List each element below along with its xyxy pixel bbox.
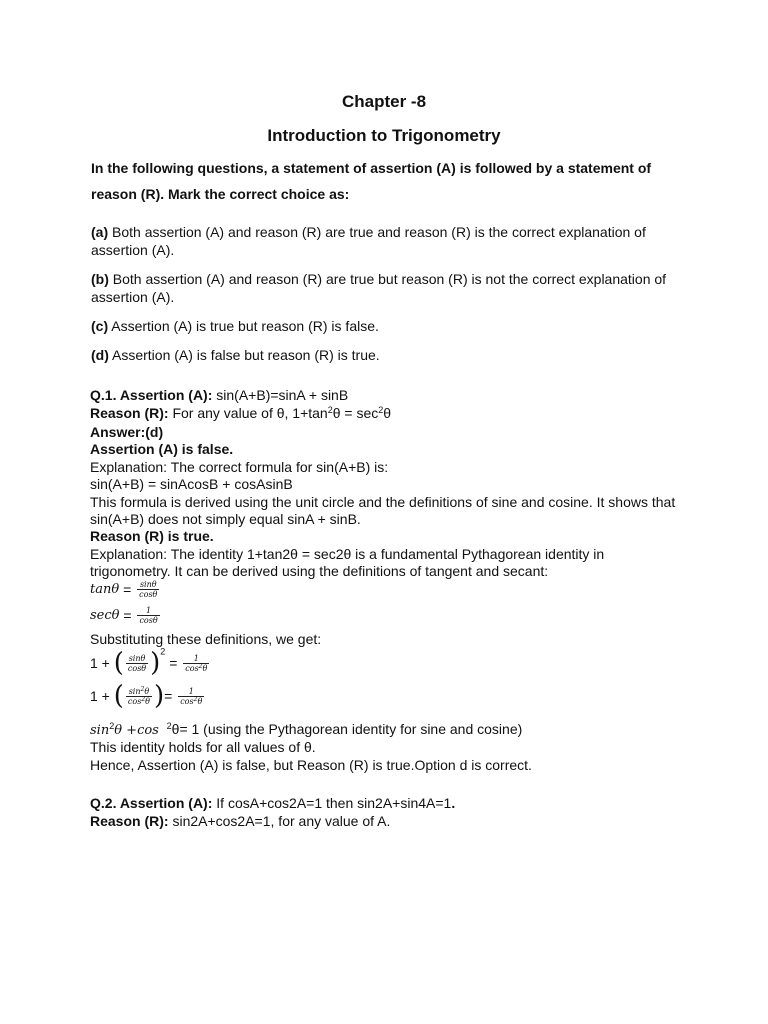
chapter-title: Introduction to Trigonometry xyxy=(267,126,501,145)
superscript: 2 xyxy=(378,405,384,415)
math-text: cos xyxy=(185,663,199,673)
superscript: 2 xyxy=(140,685,145,693)
fraction-numerator: sinθ xyxy=(126,654,148,664)
fraction-denominator xyxy=(126,697,152,706)
q1-answer: Answer:(d) xyxy=(90,424,164,440)
tan-definition xyxy=(90,580,161,599)
q1-identity-holds: This identity holds for all values of θ. xyxy=(90,739,316,755)
option-c xyxy=(91,317,671,335)
q2-assertion-label: Q.2. Assertion (A): xyxy=(90,795,213,811)
math-text: cos xyxy=(180,696,194,706)
q1-assertion-label: Q.1. Assertion (A): xyxy=(90,387,213,403)
q1-reason-verdict: Reason (R) is true. xyxy=(90,528,214,544)
pythagorean-identity xyxy=(90,721,680,739)
right-parenthesis: ) xyxy=(153,681,165,711)
fraction-denominator: cosθ xyxy=(139,590,158,599)
fraction xyxy=(137,606,159,625)
q2-reason-text: sin2A+cos2A=1, for any value of A. xyxy=(168,813,391,829)
fraction xyxy=(137,580,159,599)
q1-assertion xyxy=(90,387,680,404)
equals-sign: = xyxy=(164,688,173,704)
equation-step-2 xyxy=(90,683,206,709)
superscript: 2 xyxy=(160,646,166,657)
left-parenthesis: ( xyxy=(113,681,124,711)
math-text: 1 + xyxy=(90,655,110,671)
q1-conclusion: Hence, Assertion (A) is false, but Reason (R) is true.Option d is correct. xyxy=(90,757,532,773)
q1-assertion-text: sin(A+B)=sinA + sinB xyxy=(212,387,349,403)
math-text: θ +cos xyxy=(114,723,159,738)
math-text: secθ xyxy=(90,608,120,623)
superscript: 2 xyxy=(327,405,333,415)
q2-reason xyxy=(90,813,680,830)
q2-assertion-text: If cosA+cos2A=1 then sin2A+sin4A=1 xyxy=(212,795,452,811)
math-text: θ xyxy=(197,696,203,706)
q1-substituting: Substituting these definitions, we get: xyxy=(90,631,322,647)
fraction-numerator: 1 xyxy=(137,606,159,616)
math-text: cos xyxy=(127,696,142,706)
fraction-denominator: cosθ xyxy=(127,663,147,673)
q2-assertion-dot: . xyxy=(451,795,456,811)
q2-reason-label: Reason (R): xyxy=(90,813,169,829)
math-text: θ= 1 (using the Pythagorean identity for sine and cosine) xyxy=(171,721,523,737)
option-key: (b) xyxy=(91,271,109,287)
option-d xyxy=(91,346,671,364)
superscript: 2 xyxy=(141,695,146,703)
fraction-numerator: sinθ xyxy=(137,580,159,590)
option-key: (a) xyxy=(91,224,109,240)
fraction-denominator xyxy=(178,697,204,706)
equals-sign: = xyxy=(123,581,132,598)
fraction-denominator: cosθ xyxy=(139,616,158,625)
q2-assertion xyxy=(90,795,680,812)
q1-explanation-2: This formula is derived using the unit circle and the definitions of sine and cosine. It shows that sin(A+B) does not simply equal sinA + sinB. xyxy=(90,494,676,527)
option-text: Assertion (A) is true but reason (R) is false. xyxy=(108,318,379,334)
math-text: θ xyxy=(202,663,208,673)
q1-reason-text: θ xyxy=(383,405,392,421)
equals-sign: = xyxy=(123,607,132,624)
math-text: θ xyxy=(144,686,150,696)
sec-definition xyxy=(90,606,162,625)
fraction-numerator: 1 xyxy=(183,654,209,664)
fraction xyxy=(183,654,209,673)
math-text: sin xyxy=(90,723,110,738)
fraction xyxy=(178,687,204,706)
superscript: 2 xyxy=(109,721,115,731)
superscript: 2 xyxy=(193,695,198,703)
math-text: 1 + xyxy=(90,688,110,704)
right-parenthesis: ) xyxy=(150,648,161,678)
q1-reason-text: For any value of θ, 1+tan xyxy=(168,405,328,421)
equals-sign: = xyxy=(169,655,178,671)
q1-reason-text: θ = sec xyxy=(332,405,379,421)
math-text: sin xyxy=(128,686,141,696)
fraction xyxy=(126,687,152,706)
left-parenthesis: ( xyxy=(113,648,124,678)
instructions xyxy=(91,155,671,207)
q1-explanation-1: Explanation: The correct formula for sin(A+B) is: xyxy=(90,459,389,475)
option-text: Assertion (A) is false but reason (R) is true. xyxy=(108,347,380,363)
option-b xyxy=(91,270,671,306)
fraction xyxy=(126,654,148,673)
superscript: 2 xyxy=(166,721,172,731)
math-text: tanθ xyxy=(90,582,120,597)
option-a xyxy=(91,223,671,259)
fraction-numerator xyxy=(126,687,152,697)
math-text: θ xyxy=(145,696,150,706)
option-text: Both assertion (A) and reason (R) are true but reason (R) is not the correct explanation of assertion (A). xyxy=(91,271,667,305)
q1-assertion-verdict: Assertion (A) is false. xyxy=(90,441,234,457)
option-text: Both assertion (A) and reason (R) are true and reason (R) is the correct explanation of assertion (A). xyxy=(91,224,646,258)
equation-step-1 xyxy=(90,646,211,678)
fraction-denominator xyxy=(183,664,209,673)
q1-explanation-3: Explanation: The identity 1+tan2θ = sec2θ is a fundamental Pythagorean identity in trigonometry. It can be derived using the definitions of tangent and secant: xyxy=(90,546,605,579)
superscript: 2 xyxy=(198,662,203,670)
instructions-line-2: reason (R). Mark the correct choice as: xyxy=(91,186,350,202)
fraction-numerator: 1 xyxy=(178,687,204,697)
chapter-heading: Chapter -8 xyxy=(341,92,427,111)
instructions-line-1: In the following questions, a statement of assertion (A) is followed by a statement of xyxy=(91,160,652,176)
option-key: (d) xyxy=(91,347,109,363)
q1-formula: sin(A+B) = sinAcosB + cosAsinB xyxy=(90,476,293,492)
q1-reason xyxy=(90,405,680,422)
q1-reason-label: Reason (R): xyxy=(90,405,169,421)
option-key: (c) xyxy=(91,318,109,334)
